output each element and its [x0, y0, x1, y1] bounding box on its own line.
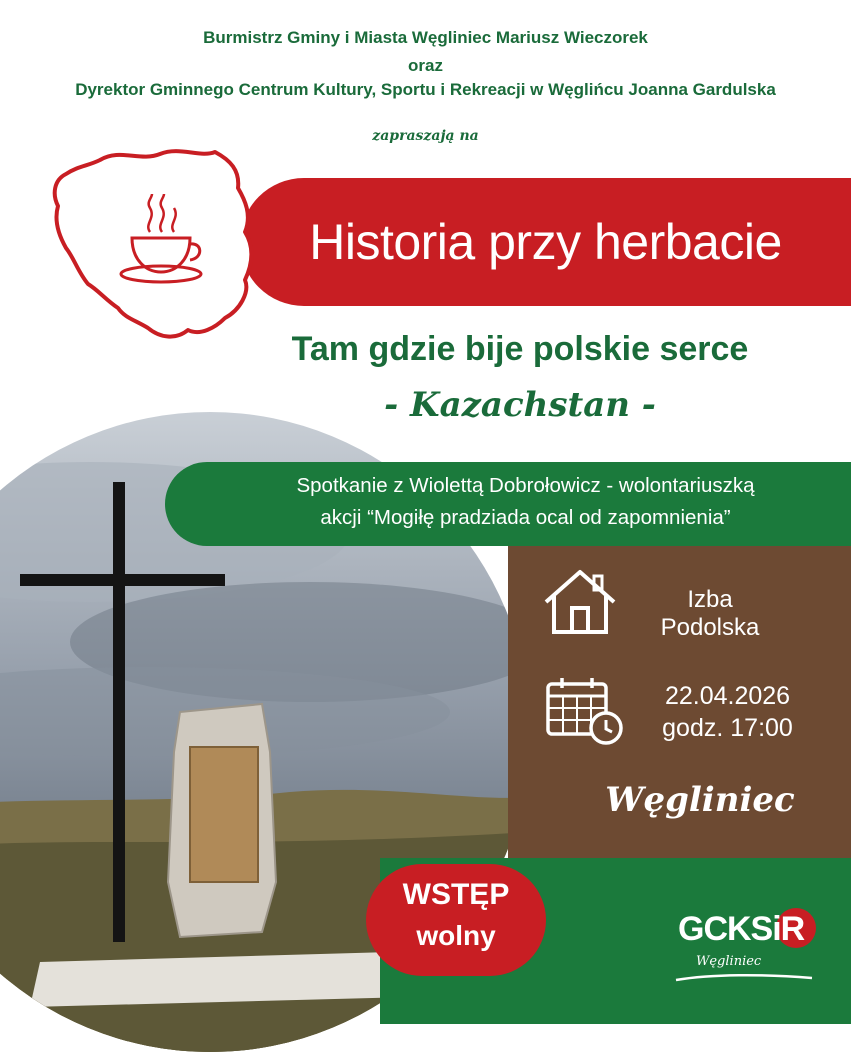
organizer-line-1: Burmistrz Gminy i Miasta Węgliniec Mariusz Wieczorek: [203, 28, 648, 47]
meeting-info: [200, 470, 851, 534]
event-title: Historia przy herbacie: [309, 214, 782, 270]
organizer-line-3: Dyrektor Gminnego Centrum Kultury, Sportu i Rekreacji w Węglińcu Joanna Gardulska: [75, 80, 776, 99]
meeting-line-2: akcji “Mogiłę pradziada ocal od zapomnienia”: [320, 506, 731, 529]
house-icon: [542, 568, 618, 636]
free-entry-badge: [366, 864, 546, 976]
event-datetime: [645, 680, 810, 744]
logo-sub: Węgliniec: [696, 954, 762, 969]
venue-line-2: Podolska: [660, 614, 760, 641]
logo-name: GCKSiR: [678, 910, 805, 948]
meeting-line-1: Spotkanie z Wiolettą Dobrołowicz - wolontariuszką: [296, 474, 755, 497]
venue: [650, 586, 770, 642]
event-subtitle: Tam gdzie bije polskie serce: [291, 330, 749, 368]
event-subtitle-country: - Kazachstan -: [384, 385, 656, 425]
entry-line-1: WSTĘP: [402, 878, 510, 911]
event-town: Węgliniec: [605, 780, 795, 820]
entry-line-2: wolny: [416, 920, 496, 951]
organizer-line-2: oraz: [408, 56, 443, 75]
poland-map-teacup-icon: [40, 140, 270, 345]
gcksir-logo: [678, 910, 818, 990]
calendar-clock-icon: [544, 674, 626, 746]
event-time: godz. 17:00: [662, 714, 793, 742]
invite-text: zapraszają na: [372, 128, 479, 144]
venue-line-1: Izba: [687, 586, 733, 613]
event-date: 22.04.2026: [664, 682, 791, 710]
